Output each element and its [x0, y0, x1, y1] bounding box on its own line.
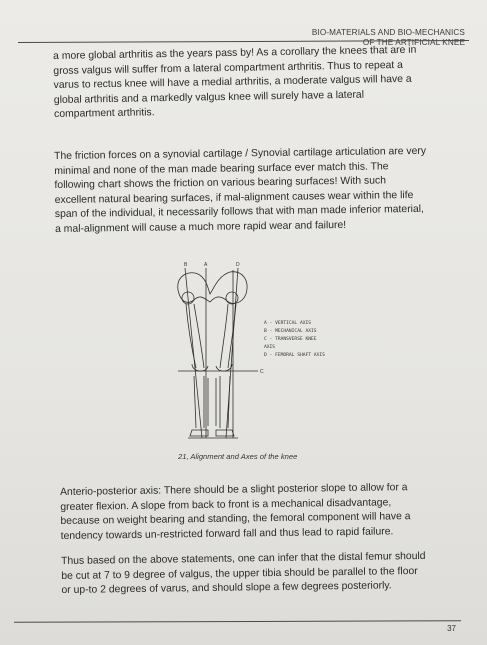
femoral-shaft-axis-line — [185, 268, 202, 438]
text-line: following chart shows the friction on various bearing surfaces! With such — [54, 175, 387, 192]
foot-left — [190, 430, 208, 436]
text-line: Thus based on the above statements, one can infer that the distal femur should — [61, 550, 426, 567]
femur-left — [186, 304, 204, 368]
paragraph-conclusion — [61, 550, 428, 599]
text-line: tendency towards un-restricted forward fall and thus lead to rapid failure. — [60, 526, 394, 542]
paragraph-ap-axis — [60, 481, 429, 545]
figure-legend — [264, 320, 325, 360]
tibia-right — [216, 376, 230, 428]
paragraph-friction — [54, 145, 431, 238]
knee-right — [216, 364, 232, 371]
legend-item: A - VERTICAL AXIS — [264, 321, 312, 326]
footer-rule — [14, 620, 461, 623]
text-line: a more global arthritis as the years pass by! As a corollary the knees that are in — [53, 44, 417, 62]
legend-item: B - MECHANICAL AXIS — [264, 329, 317, 334]
text-line: be cut at 7 to 9 degree of valgus, the upper tibia should be parallel to the floor — [61, 565, 418, 582]
legend-item: D - FEMORAL SHAFT AXIS — [264, 353, 325, 358]
text-line: a mal-alignment will cause a much more rapid wear and failure! — [55, 219, 347, 235]
knee-alignment-illustration — [158, 258, 368, 444]
axis-letter-b: B — [184, 262, 188, 268]
text-line: The friction forces on a synovial cartilage / Synovial cartilage articulation are very — [54, 145, 427, 162]
figure-caption: 21, Alignment and Axes of the knee — [178, 452, 298, 461]
text-line: span of the individual, it necessarily follows that with man made inferior material, — [54, 204, 424, 221]
page-number: 37 — [447, 624, 456, 633]
text-line: varus to rectus knee will have a medial arthritis, a moderate valgus will have a — [53, 73, 412, 92]
running-header-line-2: OF THE ARTIFICIAL KNEE — [362, 38, 465, 47]
text-line: because on weight bearing and standing, the femoral component will have a — [60, 511, 411, 528]
text-line: excellent natural bearing surfaces, if mal-alignment causes wear within the life — [54, 189, 414, 206]
text-line: minimal and none of the man made bearing surface ever match this. The — [54, 160, 389, 177]
paragraph-arthritis — [53, 43, 432, 123]
foot-right — [216, 430, 234, 436]
legend-item: C - TRANSVERSE KNEE — [264, 337, 317, 342]
text-line: greater flexion. A slope from back to front is a mechanical disadvantage, — [60, 496, 392, 513]
text-line: global arthritis and a markedly valgus knee will surely have a lateral — [53, 89, 365, 106]
axis-letter-c: C — [260, 369, 264, 375]
axis-letter-d: D — [236, 262, 240, 268]
axis-letter-a: A — [204, 262, 208, 268]
text-line: compartment arthritis. — [54, 107, 155, 121]
text-line: or up-to 2 degrees of varus, and should slope a few degrees posteriorly. — [61, 580, 392, 597]
text-line: gross valgus will suffer from a lateral compartment arthritis. Thus to repeat a — [53, 59, 403, 77]
text-line: Anterio-posterior axis: There should be a slight posterior slope to allow for a — [60, 482, 408, 498]
running-header-line-1: BIO-MATERIALS AND BIO-MECHANICS — [311, 28, 465, 37]
legend-item: AXIS — [264, 345, 276, 350]
